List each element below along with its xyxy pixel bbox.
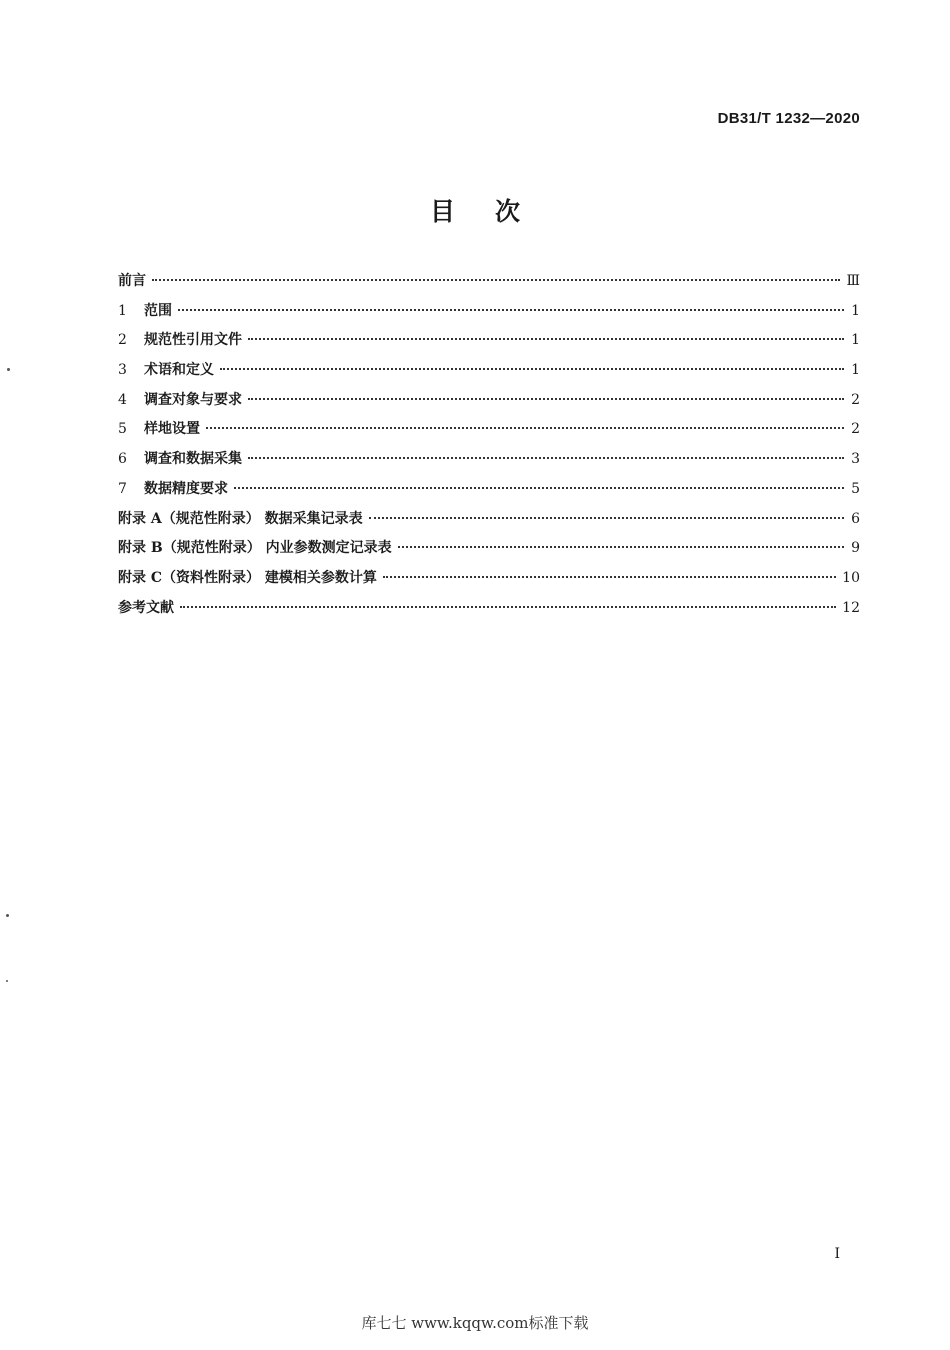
toc-entry-appendix-a[interactable] <box>118 508 860 538</box>
table-of-contents <box>118 270 860 626</box>
toc-page-number: 5 <box>851 480 860 497</box>
toc-label: 附录 A（规范性附录） 数据采集记录表 <box>118 510 363 527</box>
toc-label: 前言 <box>118 273 146 289</box>
toc-leader <box>383 576 836 578</box>
toc-label: 6 调查和数据采集 <box>118 451 242 468</box>
toc-entry-scope[interactable] <box>118 300 860 330</box>
toc-entry-appendix-c[interactable] <box>118 567 860 597</box>
toc-page-number: 9 <box>851 540 860 557</box>
toc-page-number: 12 <box>842 599 860 616</box>
toc-entry-terms[interactable] <box>118 359 860 389</box>
toc-label: 附录 C（资料性附录） 建模相关参数计算 <box>118 569 377 586</box>
toc-page-number: 10 <box>842 569 860 586</box>
document-code: DB31/T 1232—2020 <box>717 110 860 127</box>
toc-label: 附录 B（规范性附录） 内业参数测定记录表 <box>118 540 392 557</box>
scan-speck <box>6 914 9 917</box>
toc-leader <box>398 546 844 548</box>
footer-watermark[interactable]: 库七七 www.kqqw.com标准下载 <box>361 1314 589 1332</box>
toc-entry-plot-setup[interactable] <box>118 418 860 448</box>
toc-leader <box>234 487 844 489</box>
toc-label: 7 数据精度要求 <box>118 480 228 497</box>
toc-label: 2 规范性引用文件 <box>118 332 242 349</box>
page-number: I <box>834 1246 840 1262</box>
toc-label: 1 范围 <box>118 302 172 319</box>
toc-page-number: 2 <box>851 391 860 408</box>
toc-page-number: 2 <box>851 421 860 438</box>
toc-entry-foreword[interactable] <box>118 270 860 300</box>
toc-leader <box>248 457 844 459</box>
toc-label: 参考文献 <box>118 599 174 616</box>
page-title: 目次 <box>429 197 560 226</box>
toc-entry-appendix-b[interactable] <box>118 537 860 567</box>
scan-speck <box>7 368 10 371</box>
toc-leader <box>248 398 844 400</box>
toc-entry-normative-references[interactable] <box>118 329 860 359</box>
toc-leader <box>178 309 844 311</box>
toc-label: 4 调查对象与要求 <box>118 391 242 408</box>
toc-leader <box>220 368 844 370</box>
toc-page-number: Ⅲ <box>846 273 860 289</box>
toc-leader <box>206 427 844 429</box>
toc-label: 5 样地设置 <box>118 421 200 438</box>
toc-page-number: 1 <box>851 332 860 349</box>
scan-speck <box>6 980 8 982</box>
toc-entry-data-collection[interactable] <box>118 448 860 478</box>
toc-entry-survey-objects[interactable] <box>118 389 860 419</box>
toc-page-number: 1 <box>851 302 860 319</box>
toc-label: 3 术语和定义 <box>118 362 214 379</box>
toc-entry-accuracy[interactable] <box>118 478 860 508</box>
toc-leader <box>180 606 836 608</box>
toc-page-number: 6 <box>851 510 860 527</box>
toc-leader <box>369 517 844 519</box>
toc-page-number: 3 <box>851 451 860 468</box>
toc-page-number: 1 <box>851 362 860 379</box>
toc-leader <box>152 279 840 281</box>
toc-entry-bibliography[interactable] <box>118 597 860 627</box>
toc-leader <box>248 338 844 340</box>
